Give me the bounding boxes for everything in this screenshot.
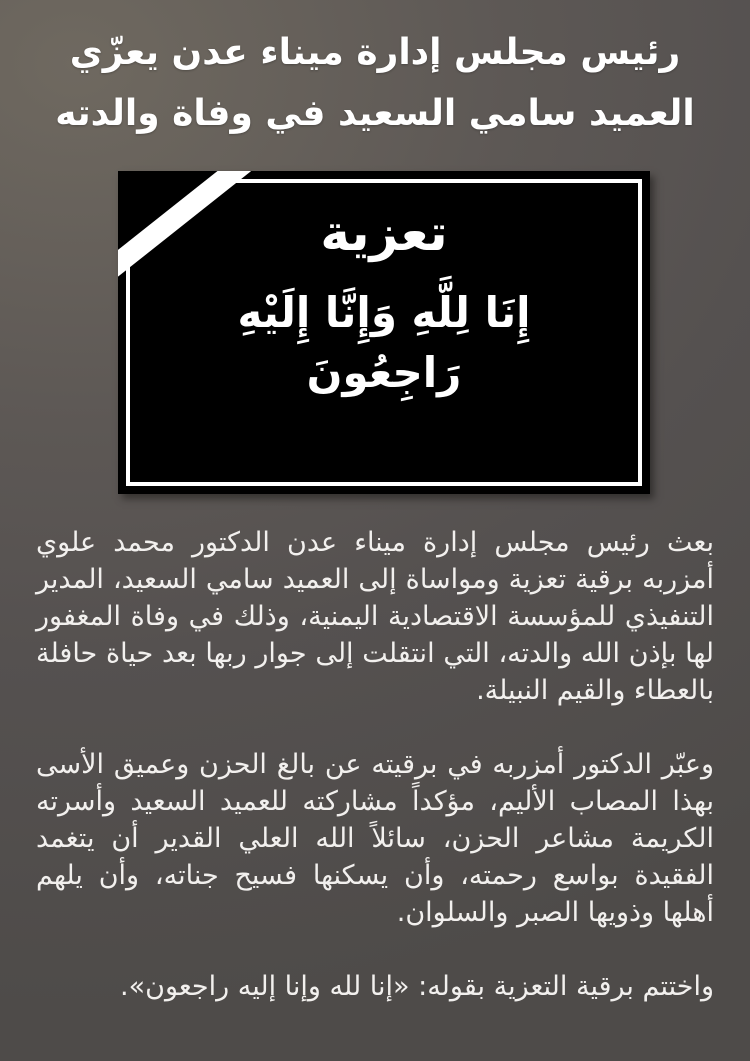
article-paragraph-2: وعبّر الدكتور أمزربه في برقيته عن بالغ الحزن وعميق الأسى بهذا المصاب الأليم، مؤكداً مشاركته للعميد السعيد وأسرته الكريمة مشاعر الحزن، سائلاً الله العلي القدير أن يتغمد الفقيدة بواسع رحمته، وأن يسكنها فسيح جناته، وأن يلهم أهلها وذويها الصبر والسلوان. xyxy=(36,749,714,928)
condolence-heading: تعزية xyxy=(320,204,448,262)
article-paragraph-3: واختتم برقية التعزية بقوله: «إنا لله وإنا إليه راجعون». xyxy=(120,971,714,1002)
condolence-card-frame xyxy=(126,179,642,486)
page-title xyxy=(0,0,750,144)
istirja-calligraphy-text: إِنَا لِلَّهِ وَإِنَّا إِلَيْهِ رَاجِعُونَ xyxy=(237,288,531,397)
article-body xyxy=(0,494,750,1005)
article-paragraph-1: بعث رئيس مجلس إدارة ميناء عدن الدكتور محمد علوي أمزربه برقية تعزية ومواساة إلى العميد سامي السعيد، المدير التنفيذي للمؤسسة الاقتصادية اليمنية، وذلك في وفاة المغفور لها بإذن الله والدته، التي انتقلت إلى جوار ربها بعد حياة حافلة بالعطاء والقيم النبيلة. xyxy=(36,527,714,706)
condolence-card xyxy=(118,171,650,494)
page-title-line-2: العميد سامي السعيد في وفاة والدته xyxy=(55,93,695,134)
page-title-line-1: رئيس مجلس إدارة ميناء عدن يعزّي xyxy=(69,32,681,73)
